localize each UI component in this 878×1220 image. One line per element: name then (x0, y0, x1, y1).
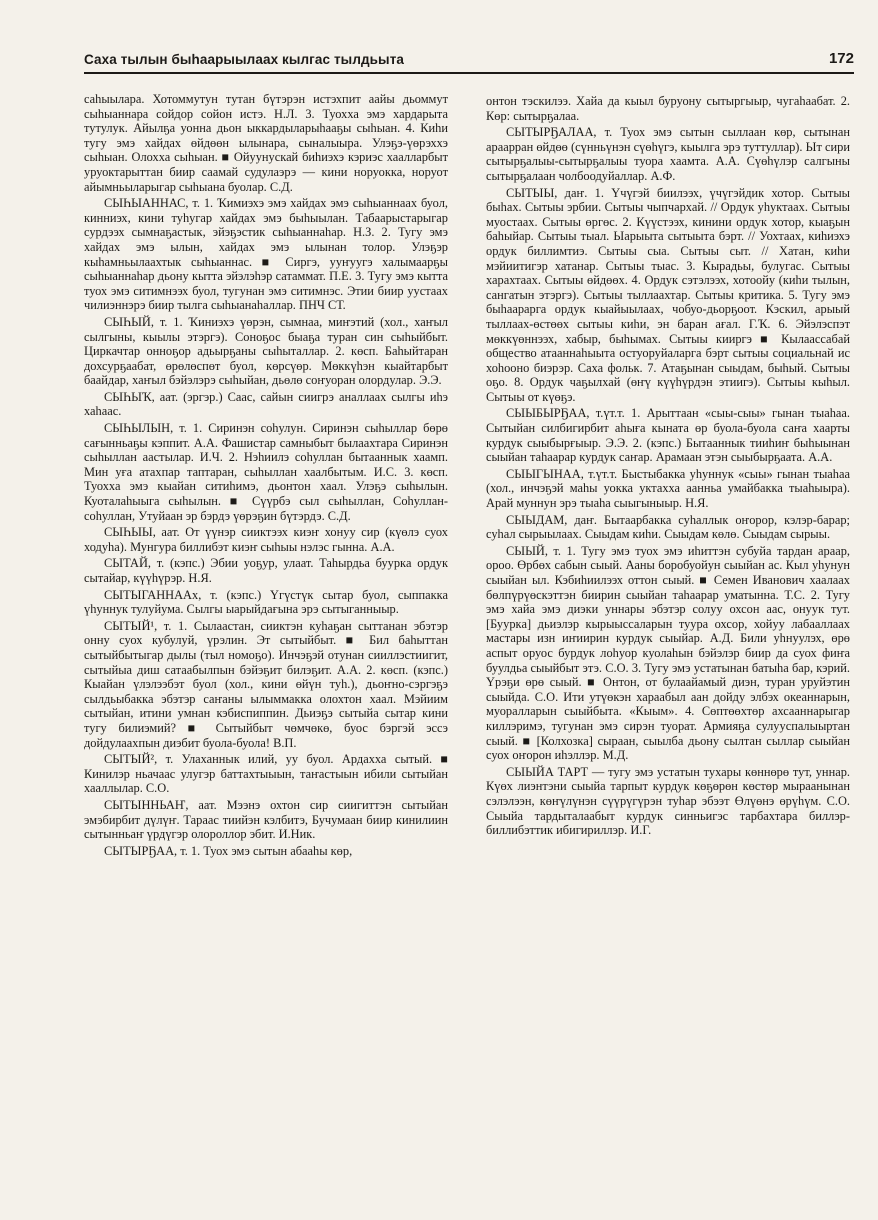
entry-syygynaa: СЫЫГЫНАА, т.үт.т. Быстыбакка уһуннук «сыы» гынан тыаһаа (хол., инчэҕэй маһы уокка уктахха аанньа умайбакка тыаһыыра). Арай муннун эрэ тыаһа сыыгыныыр. Н.Я. (486, 466, 850, 511)
entry-syhyk: СЫҺЫҠ, аат. (эргэр.) Саас, сайын сиигрэ аналлаах сылгы иһэ хаһаас. (84, 389, 448, 419)
entry-sytai: СЫТАЙ, т. (кэпс.) Эбии уоҕур, улаат. Таһырдьа бууркa ордук сытайар, күүһүрэр. Н.Я. (84, 556, 448, 585)
running-title: Саха тылын быһаарыылаах кылгас тылдьыта (84, 52, 405, 67)
entry-sytyrgalaa: СЫТЫРҔАЛАА, т. Туох эмэ сытын сыллаан көр, сытынан араарран өйдөө (сүнньүнэн сүөһүгэ, кыылга эрэ туттуллар). Ыт сири сытырҕалыы-сытырҕалыы туора хаамта. А.А. Сүөһүлэр салгыны сытырҕалаан чолбоодуйаллар. А.Ф. (486, 125, 850, 183)
entry-syhyi: СЫҺЫЙ, т. 1. Ҡиниэхэ үөрэн, сымнаа, миҥэтий (хол., хаҥыл сылгыны, кыылы этэргэ). Соноҕос быаҕа туран син сыһыйбыт. Циркачтар онноҕор адьырҕаны сыһыталлар. 2. көсп. Баһыйтаран дохсурҕаабат, өрөлөспөт буол, көрсүөр. Мөккүһэн кыайтарбыт баайдар, хаҥыл бэйэлэрэ сыһыйан, дьөлө соҥуоран олордулар. Э.Э. (84, 314, 448, 388)
entry-sytyi-1: СЫТЫЙ¹, т. 1. Сылаастан, сииктэн куһаҕан сыттанан эбэтэр онну суох кубулуй, үрэлин. Эт сытыйбыт. ■ Бил баһыттан сытыйбытыгар дылы (тыл номоҕо). Инчэҕэй отунан сииллэстиигит, сытыйыа диш сатаабылпын бэйэҕит билэҕит. А.А. 2. көсп. (кэпс.) Кыайан үлэлээбэт буол (хол., кини өйүн туһ.), дьоҥно-сэргэҕэ сылдьыбакка эбэтэр саҥаны ылыммакка олохтон хаал. Мэйиим сытыйан, итини умнан кэбиспиппин. Дьиэҕэ сытыйа сытар кини тугу билиэмий? ■ Сытыйбыт чөмчөкө, буос бэргэй эссэ дойдулаахпын диэбит буола-буола! В.П. (84, 618, 448, 750)
right-column (486, 94, 850, 840)
entry-syhyy: СЫҺЫЫ, аат. От үүнэр сииктээх киэҥ хонуу сир (күөлэ суох ходуһа). Мунгура биллибэт киэҥ сыһыы нэлэс гынна. А.А. (84, 525, 448, 554)
entry-syhyannas: СЫҺЫАННАС, т. 1. Ҡимиэхэ эмэ хайдах эмэ сыһыаннаах буол, кинниэх, кини туһугар хайдах эмэ быһыылан. Табаарыстарыгар сурдээх сымнаҕастык, эйэҕэстик сыһыаннаһар. Н.З. 2. Тугу эмэ хайдах эмэ ылын, хайдах эмэ ылынан толор. Улэҕэр кыһамньылаахтык сыһыаннас. ■ Сиргэ, ууҥуугэ халымаарҕы сыһыаннаһар дьону кытта эйэлэһэр сатаммат. П.Е. 3. Тугу эмэ кытта туох эмэ ситимнээх буол, тугунан эмэ ситимнэс. Этии биир уустаах чилиэннэрэ биир тылга сыһыанаһаллар. ПНЧ СТ. (84, 196, 448, 313)
entry-syybyrgaa: СЫЫБЫРҔАА, т.үт.т. 1. Арыттаан «сыы-сыы» гынан тыаһаа. Сытыйан силбигирбит аһыға кыната өр буола-буола саҥа хаарты курдук сыыбырғыыр. Э.Э. 2. (кэпс.) Бытааннык тииһиҥ быһыынан сыыйан таһаарар курдук саҥар. Арамаан этэн сыыбырҕаата. А.А. (486, 406, 850, 465)
page-number: 172 (828, 50, 854, 67)
entry-sytynnyang: СЫТЫННЬАҤ, аат. Мээнэ охтон сир сиигиттэн сытыйан эмэбирбит дүлүҥ. Тараас тиийэн кэлбитэ, Бучумаан биир кинилиин сытынньаҥ үрдүгэр олороллор эбит. И.Ник. (84, 797, 448, 842)
entry-sytygannaa: СЫТЫГАННААх, т. (кэпс.) Үгүстүк сытар буол, сыппакка үһуннук тулуйума. Сылгы ыарыйдағына эрэ сытыганныыр. (84, 587, 448, 617)
entry-sytyrgaa: СЫТЫРҔАА, т. 1. Туох эмэ сытын абааһы көр, (104, 843, 353, 858)
entry-sytyi-2: СЫТЫЙ², т. Улаханнык илий, уу буол. Ардахха сытый. ■ Кинилэр ньачаас улугэр баттахтыыын, таҥастыын ибили сытыйан хааллылар. С.О. (84, 752, 448, 796)
entry-syhylyn: СЫҺЫЛЫН, т. 1. Сиринэн соһулун. Сиринэн сыһыллар бөрө сағынньаҕы кэппит. А.А. Фашистар самныбыт былаахтара Сиринэн сыһыллан аастылар. И.Ч. 2. Нэһиилэ соһуллан бытааннык хаамп. Мин уға атахпар таптаран, сыһыллан хаалбытым. И.С. 3. көсп. Туохха эмэ кыайан ситиһимэ, дьонтон хаал. Улэҕэ сыһылын. Куоталаһыыга сыһылын. ■ Сүүрбэ сыл сыһыллан, Соһуллан-соһуллан, Утуйаан эр бэрдэ үөрэҕин бүтэрдэ. С.Д. (84, 421, 448, 523)
entry-continuation: саһыылара. Хотоммутун тутан бүтэрэн истэхпит аайы дьоммут сыһыаннара сойдор сойон истэ. Н.Л. 3. Туохха эмэ хардарыта тутулук. Айылҕа уонна дьон ыккардыларыһааҕы сыһыан. 4. Киһи тугу эмэ хайдах өйдөөн ылынара, сыналыыра. Улэҕэ-үөрэххэ сыһыан. Олохха сыһыан. ■ Ойуунускай биһиэхэ кэриэс хаалларбыт уруоктарыттан биир саамай судулаэрэ — кини норуокка, норуот айымньыларыгар сыһыана буолар. С.Д. (84, 92, 448, 194)
left-column (84, 92, 448, 860)
entry-syyia-tart: СЫЫЙА ТАРТ — тугу эмэ устатын тухары көннөрө тут, уннар. Күөх лиэнтэни сыыйа тарпыт курдук көҕөрөн көстөр мыраанынан сэлэлээн, көҥүлүнэн сүүрүгүрэн туһар эбээт Өлүөнэ өрүһүм. С.О. Сыыйа тардыталаабыт курдук синньигэс тарбахтара биллэр-биллибэттик ибигириллэр. И.Г. (486, 764, 850, 838)
entry-continuation-right: онтон тэскилээ. Хайа да кыыл буруону сытыргыыр, чугаһаабат. 2. Көр: сытырҕалаа. (486, 94, 850, 123)
entry-syydam: СЫЫДАМ, даҥ. Бытаарбакка суһаллык оҥорор, кэлэр-барар; суһал сырыылаах. Сыыдам киһи. Сыыдам көлө. Сыыдам сырыы. (486, 512, 850, 542)
entry-syyi: СЫЫЙ, т. 1. Тугу эмэ туох эмэ иһиттэн субуйа тардан араар, ороо. Өрбөх сабын сыый. Ааны боробуойун сыыйан ас. Кыл уһунун сыыйан ыл. Кэбиһиилээх оттон сыый. ■ Семен Иванович хаалаах бөлпүрүөскэттэн биирин сыыйан таһаарар уматынна. Т.С. 2. Тугу эмэ хайа эмэ диэки уннары эбэтэр солуу охсон аас, онуук тут. [Бууркa] дьиэлэр кырыыссаларын туура охсор, хойуу лабааллаах мастары изн иҥиирин курдук сыыйар. А.Д. Били уһнуулэх, өрө аспыт оруос бурдук лоһуор куолаһын бэйэлэр биир да суох фиҥа буулдьа сыыйбыт этэ. С.О. 3. Тугу эмэ устатынан батыһа бар, кэрий. Үрэҕи өрө сыый. ■ Онтон, от булаайамый диэн, туран уруйэтин сыыйда. С.О. Ити утүөкэн хараабыл аан дойду элбэх океаннарын, муоралларын сыыйбыта. «Кыым». 4. Сөптөөхтөр ахсааннарыгар киллэримэ, тугунан эмэ сирэн туорат. Армияҕа сулууспалыыртан сыый. ■ [Колхозка] сыраан, сыылба дьону сылтан сыллар сыыйан суох оҥорон иһэллэр. М.Д. (486, 543, 850, 763)
entry-sytyy: СЫТЫЫ, даҥ. 1. Үчүгэй биилээх, үчүгэйдик хотор. Сытыы быһах. Сытыы эрбии. Сытыы чыпчархай. // Ордук уһуктаах. Сытыы муостаах. Сытыы өргөс. 2. Күүстээх, кинини ордук хотор, кыаҕын баһыйар. Сытыы тыал. Ыарыыта сытыыта бэрт. // Уохтаах, киһиэхэ ордук биллимтиэ. Сытыы сыа. Сытыы сыт. // Хатан, киһи мэйиитигэр хатанар. Сытыы тыас. 3. Кырадьы, булугас. Сытыы харахтаах. Сытыы өйдөөх. 4. Ордук сэтэлээх, хотоойу (киһи тылын, сангатын этэргэ). Сытыы тыллаахтар. Сытыы критика. 5. Тугу эмэ быһаарарга ордук кыайыылаах, чобуо-дьорҕоот. Кэскил, арыый тыллаах-өстөөх сытыы киһи, эн баран ағал. Г.Ҡ. 6. Эйэлэспэт мөккүөннээх, хабыр, быһымах. Сытыы кииргэ ■ Кылаассабай общество атааннаһыыта остуоруйаларга бэрт сытыы социальнай ис хоһооно биэрэр. Саха фольк. 7. Атаҕынан сыыдам, быһый. Сытыы оҕо. 8. Ордук чаҕылхай (өҥү күүһүрдэн этиигэ). Сытыы кыһыл. Сытыы от күөҕэ. (486, 185, 850, 404)
running-header (84, 50, 854, 74)
